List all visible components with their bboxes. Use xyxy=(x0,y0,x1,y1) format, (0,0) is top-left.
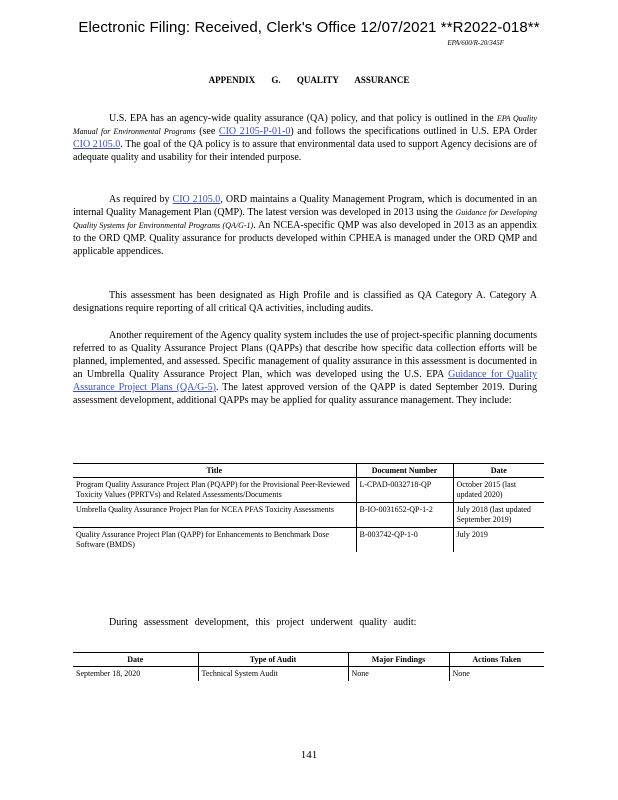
table-row xyxy=(73,478,544,503)
audit-type-cell: Technical System Audit xyxy=(198,667,348,682)
qapp-title-cell: Quality Assurance Project Plan (QAPP) for Enhancements to Benchmark Dose Software (BMDS) xyxy=(73,528,356,553)
paragraph-qmp xyxy=(73,193,537,258)
audit-table xyxy=(73,652,544,681)
column-header-actions-taken: Actions Taken xyxy=(472,655,522,664)
p2-text-a: As required by xyxy=(109,194,173,205)
appendix-title: APPENDIX G. QUALITY ASSURANCE xyxy=(208,75,410,85)
column-header-audit-type: Type of Audit xyxy=(198,653,348,667)
cio-2105-order-link[interactable]: CIO 2105.0 xyxy=(73,139,121,150)
filing-stamp-header: Electronic Filing: Received, Clerk's Office 12/07/2021 **R2022-018** xyxy=(78,19,540,36)
paragraph-qa-category xyxy=(73,289,537,315)
qapp-doc-number-cell: B-003742-QP-1-0 xyxy=(356,528,453,553)
document-id: EPA/600/R-20/345F xyxy=(447,39,504,47)
qapp-guidance-link[interactable]: Guidance for Quality Assurance Project Plans (QA/G-5) xyxy=(73,369,537,393)
p3-text: This assessment has been designated as High Profile and is classified as QA Category A. Category A designations require reporting of all critical QA activities, including audits. xyxy=(73,290,537,314)
cio-2105-p-link[interactable]: CIO 2105-P-01-0 xyxy=(218,126,291,137)
qapp-title-cell: Umbrella Quality Assurance Project Plan for NCEA PFAS Toxicity Assessments xyxy=(73,503,356,528)
audit-table-header-row xyxy=(73,653,544,667)
audit-findings-cell: None xyxy=(348,667,449,682)
p1-text-c: ) and follows the specifications outlined in U.S. EPA Order xyxy=(290,126,537,137)
qapp-table xyxy=(73,463,544,552)
qapp-table-header-row xyxy=(73,464,544,478)
paragraph-qa-policy xyxy=(73,112,537,164)
p2-text-c: . An NCEA-specific QMP was also developed in 2013 as an appendix to the ORD QMP. Quality assurance for products developed within CPHEA is managed under the ORD QMP and applicable appendices. xyxy=(73,220,537,257)
audit-date-cell: September 18, 2020 xyxy=(73,667,198,682)
qapp-doc-number-cell: B-IO-0031652-QP-1-2 xyxy=(356,503,453,528)
column-header-date: Date xyxy=(490,466,507,475)
p1-text-d: . The goal of the QA policy is to assure that environmental data used to support Agency decisions are of adequate quality and usability for their intended purpose. xyxy=(73,139,537,163)
audit-intro-text: During assessment development, this project underwent quality audit: xyxy=(109,617,417,628)
p1-text-b: (see xyxy=(195,126,219,137)
qapp-date-cell: July 2018 (last updated September 2019) xyxy=(456,505,531,524)
column-header-document-number: Document Number xyxy=(356,464,453,478)
p4-text-a: Another requirement of the Agency quality system includes the use of project-specific planning documents referred to as Quality Assurance Project Plans (QAPPs) that describe how specific data collection efforts will be planned, implemented, and assessed. Specific management of quality assurance in this assessment is documented in an Umbrella Quality Assurance Project Plan, which was developed using the U.S. EPA xyxy=(73,330,537,380)
quality-manual-title: EPA Quality Manual for Environmental Programs xyxy=(73,114,538,136)
audit-actions-cell: None xyxy=(452,669,470,678)
table-row xyxy=(73,528,544,553)
p4-text-b: . The latest approved version of the QAPP is dated September 2019. During assessment development, additional QAPPs may be applied for quality assurance management. They include: xyxy=(73,382,537,406)
guidance-title: Guidance for Developing Quality Systems for Environmental Programs (QA/G-1) xyxy=(73,208,537,230)
qapp-date-cell: July 2019 xyxy=(456,530,488,539)
table-row xyxy=(73,667,544,682)
cio-2105-link[interactable]: CIO 2105.0 xyxy=(172,194,221,205)
column-header-major-findings: Major Findings xyxy=(348,653,449,667)
p2-text-b: , ORD maintains a Quality Management Program, which is documented in an internal Quality Management Plan (QMP). The latest version was developed in 2013 using the xyxy=(73,194,537,218)
column-header-title: Title xyxy=(73,464,356,478)
p1-text-a: U.S. EPA has an agency-wide quality assurance (QA) policy, and that policy is outlined in the xyxy=(109,113,497,124)
qapp-date-cell: October 2015 (last updated 2020) xyxy=(456,480,517,499)
qapp-title-cell: Program Quality Assurance Project Plan (PQAPP) for the Provisional Peer-Reviewed Toxicity Values (PPRTVs) and Related Assessments/Documents xyxy=(73,478,356,503)
table-row xyxy=(73,503,544,528)
column-header-audit-date: Date xyxy=(73,653,198,667)
paragraph-qapp xyxy=(73,329,537,407)
page-number: 141 xyxy=(300,749,318,761)
qapp-doc-number-cell: L-CPAD-0032718-QP xyxy=(356,478,453,503)
